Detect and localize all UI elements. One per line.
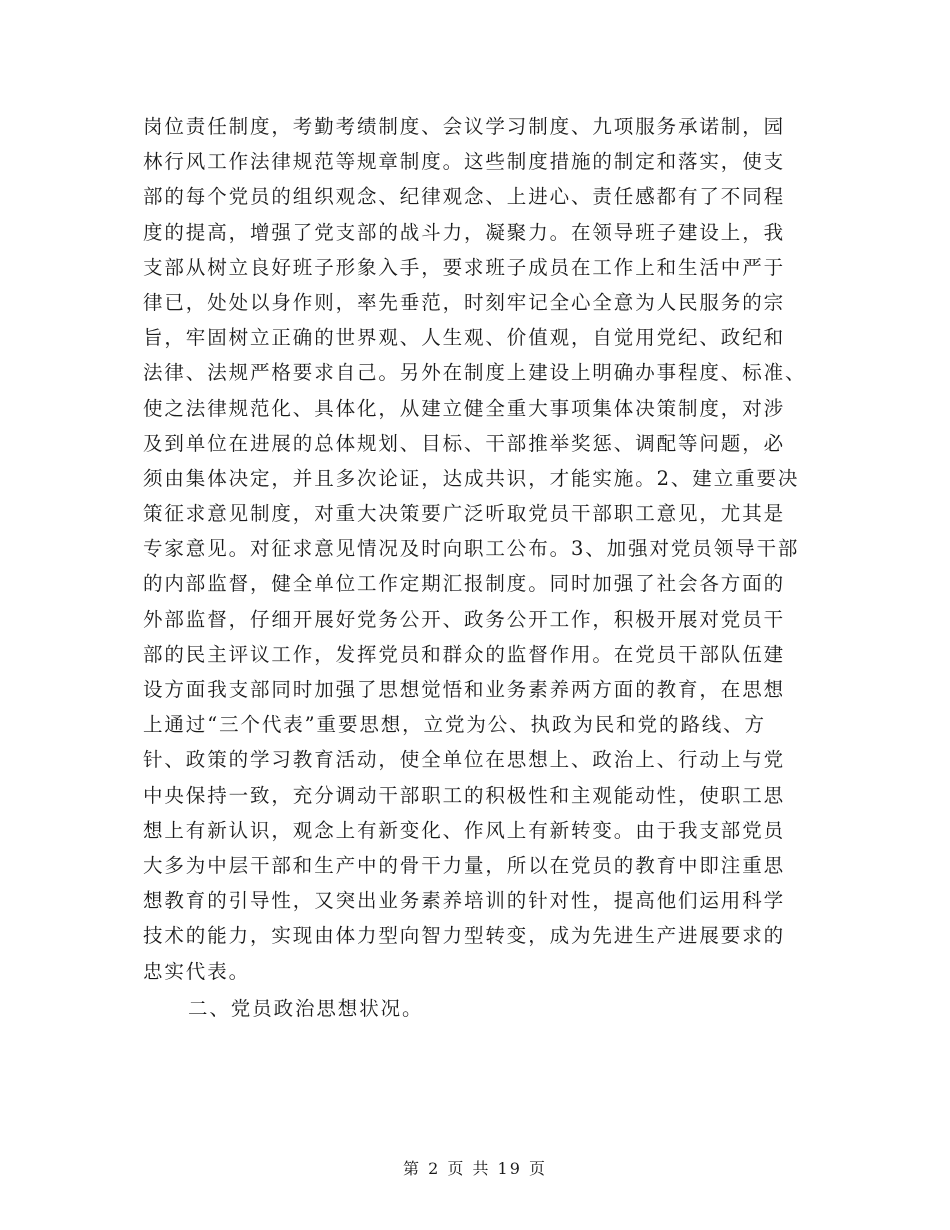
paragraph-line: 及到单位在进展的总体规划、目标、干部推举奖惩、调配等问题，必: [143, 431, 786, 455]
paragraph-line: 须由集体决定，并且多次论证，达成共识，才能实施。2、建立重要决: [143, 466, 800, 490]
paragraph-line: 的内部监督，健全单位工作定期汇报制度。同时加强了社会各方面的: [143, 572, 786, 596]
paragraph-line: 支部从树立良好班子形象入手，要求班子成员在工作上和生活中严于: [143, 255, 786, 279]
paragraph-line: 想上有新认识，观念上有新变化、作风上有新转变。由于我支部党员: [143, 818, 786, 842]
paragraph-line: 旨，牢固树立正确的世界观、人生观、价值观，自觉用党纪、政纪和: [143, 326, 786, 350]
paragraph-line: 岗位责任制度，考勤考绩制度、会议学习制度、九项服务承诺制，园: [143, 115, 786, 138]
paragraph-line: 中央保持一致，充分调动干部职工的积极性和主观能动性，使职工思: [143, 783, 786, 807]
paragraph-line: 使之法律规范化、具体化，从建立健全重大事项集体决策制度，对涉: [143, 396, 786, 420]
paragraph-line: 律已，处处以身作则，率先垂范，时刻牢记全心全意为人民服务的宗: [143, 290, 786, 314]
paragraph-line: 想教育的引导性，又突出业务素养培训的针对性，提高他们运用科学: [143, 889, 786, 913]
section-heading: 二、党员政治思想状况。: [188, 996, 424, 1020]
paragraph-line: 策征求意见制度，对重大决策要广泛听取党员干部职工意见，尤其是: [143, 502, 786, 526]
paragraph-line: 部的每个党员的组织观念、纪律观念、上进心、责任感都有了不同程: [143, 185, 786, 209]
paragraph-line: 林行风工作法律规范等规章制度。这些制度措施的制定和落实，使支: [143, 150, 786, 174]
paragraph-line: 大多为中层干部和生产中的骨干力量，所以在党员的教育中即注重思: [143, 853, 786, 877]
page-number-footer: 第 2 页 共 19 页: [403, 1159, 547, 1178]
paragraph-line: 上通过“三个代表”重要思想，立党为公、执政为民和党的路线、方: [143, 713, 766, 737]
paragraph-line: 部的民主评议工作，发挥党员和群众的监督作用。在党员干部队伍建: [143, 642, 786, 666]
paragraph-line: 专家意见。对征求意见情况及时向职工公布。3、加强对党员领导干部: [143, 537, 800, 561]
paragraph-line: 针、政策的学习教育活动，使全单位在思想上、政治上、行动上与党: [143, 748, 786, 772]
paragraph-line: 设方面我支部同时加强了思想觉悟和业务素养两方面的教育，在思想: [143, 678, 786, 701]
paragraph-line: 技术的能力，实现由体力型向智力型转变，成为先进生产进展要求的: [143, 924, 786, 948]
paragraph-line: 忠实代表。: [143, 959, 251, 983]
paragraph-line: 法律、法规严格要求自己。另外在制度上建设上明确办事程度、标准、: [143, 361, 807, 385]
body-paragraph: [143, 109, 808, 989]
document-body: [143, 109, 808, 1026]
paragraph-line: 外部监督，仔细开展好党务公开、政务公开工作，积极开展对党员干: [143, 607, 786, 631]
paragraph-line: 度的提高，增强了党支部的战斗力，凝聚力。在领导班子建设上，我: [143, 220, 786, 244]
